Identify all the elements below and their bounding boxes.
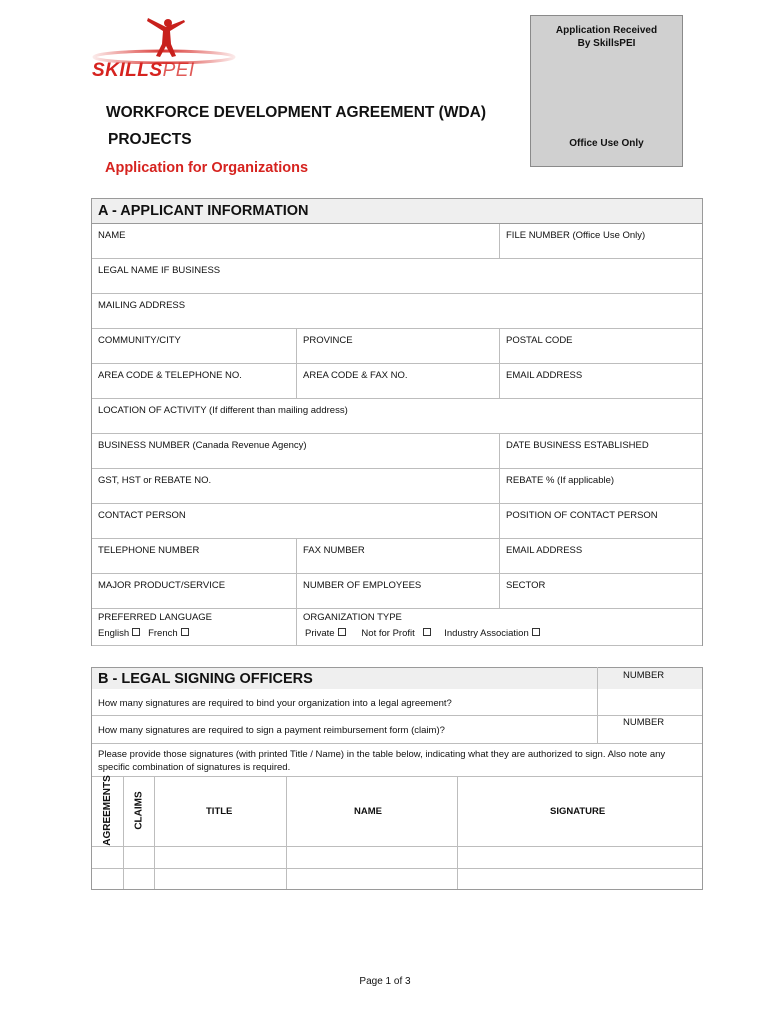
legal-name-field[interactable] — [92, 259, 702, 293]
province-field[interactable] — [296, 329, 499, 363]
signature-table-header — [92, 777, 702, 847]
rebate-label: REBATE % (If applicable) — [506, 475, 615, 486]
gst-field[interactable] — [92, 469, 499, 503]
section-a-heading: A - APPLICANT INFORMATION — [98, 203, 309, 219]
row-community — [92, 329, 702, 364]
claims-cell[interactable] — [123, 869, 154, 889]
mailing-address-field[interactable] — [92, 294, 702, 328]
organization-type-field — [296, 609, 702, 645]
application-received-label: Application Received By SkillsPEI — [555, 25, 658, 49]
industry-checkbox[interactable] — [532, 628, 540, 636]
legal-name-label: LEGAL NAME IF BUSINESS — [98, 265, 221, 276]
fax-label: FAX NUMBER — [303, 545, 365, 556]
signature-row — [92, 847, 702, 869]
title-header-label: TITLE — [206, 806, 233, 817]
area-tel-label: AREA CODE & TELEPHONE NO. — [98, 370, 242, 381]
claim-number-field[interactable] — [597, 716, 702, 743]
bind-number-field[interactable] — [597, 667, 702, 715]
signature-header-label: SIGNATURE — [550, 806, 606, 817]
skillspei-figure-icon — [88, 14, 250, 64]
name-column-header — [286, 777, 457, 846]
claims-column-header — [123, 777, 154, 846]
name-label: NAME — [98, 230, 126, 241]
english-checkbox[interactable] — [132, 628, 140, 636]
signature-instructions: Please provide those signatures (with printed Title / Name) in the table below, indicating what they are authorized to sign. Also note any specific combination of signatures is required. — [98, 749, 666, 773]
row-mailing-address — [92, 294, 702, 329]
language-options — [98, 628, 189, 639]
row-claim-signatures — [92, 716, 702, 744]
row-location — [92, 399, 702, 434]
telephone-field[interactable] — [92, 539, 296, 573]
private-checkbox[interactable] — [338, 628, 346, 636]
date-established-label: DATE BUSINESS ESTABLISHED — [506, 440, 649, 451]
contact-person-field[interactable] — [92, 504, 499, 538]
section-b-legal-signing-officers — [91, 667, 703, 890]
title-cell[interactable] — [154, 847, 286, 868]
province-label: PROVINCE — [303, 335, 353, 346]
major-product-label: MAJOR PRODUCT/SERVICE — [98, 580, 226, 591]
org-type-options — [305, 628, 540, 639]
french-label: French — [148, 628, 178, 639]
row-contact — [92, 504, 702, 539]
contact-person-label: CONTACT PERSON — [98, 510, 186, 521]
logo-brand-main: SKILLS — [92, 60, 163, 81]
location-of-activity-field[interactable] — [92, 399, 702, 433]
signature-cell[interactable] — [457, 869, 702, 889]
fax-no-field[interactable] — [296, 364, 499, 398]
email2-label: EMAIL ADDRESS — [506, 545, 583, 556]
logo-brand-sub: PEI — [162, 60, 195, 81]
agreements-header-label: AGREEMENTS — [102, 775, 113, 846]
row-product — [92, 574, 702, 609]
employees-label: NUMBER OF EMPLOYEES — [303, 580, 422, 591]
row-instructions — [92, 744, 702, 777]
claims-cell[interactable] — [123, 847, 154, 868]
mailing-address-label: MAILING ADDRESS — [98, 300, 186, 311]
employees-field[interactable] — [296, 574, 499, 608]
agreements-cell[interactable] — [92, 869, 123, 889]
community-field[interactable] — [92, 329, 296, 363]
name-cell[interactable] — [286, 869, 457, 889]
form-subtitle: PROJECTS — [108, 131, 192, 148]
postal-code-label: POSTAL CODE — [506, 335, 573, 346]
row-legal-name — [92, 259, 702, 294]
position-label: POSITION OF CONTACT PERSON — [506, 510, 658, 521]
signature-column-header — [457, 777, 702, 846]
major-product-field[interactable] — [92, 574, 296, 608]
office-use-box — [530, 15, 683, 167]
claim-number-label: NUMBER — [623, 717, 665, 728]
row-language-org-type — [92, 609, 702, 646]
row-gst — [92, 469, 702, 504]
location-label: LOCATION OF ACTIVITY (If different than mailing address) — [98, 405, 348, 416]
row-telephone — [92, 539, 702, 574]
bind-number-label: NUMBER — [623, 670, 665, 681]
section-a-header — [92, 198, 702, 224]
org-type-label: ORGANIZATION TYPE — [303, 612, 402, 623]
claim-signatures-question: How many signatures are required to sign a payment reimbursement form (claim)? — [98, 725, 445, 736]
telephone-no-field[interactable] — [92, 364, 296, 398]
french-checkbox[interactable] — [181, 628, 189, 636]
fax-field[interactable] — [296, 539, 499, 573]
form-title: WORKFORCE DEVELOPMENT AGREEMENT (WDA) — [106, 104, 487, 121]
agreements-column-header — [92, 777, 123, 846]
business-number-field[interactable] — [92, 434, 499, 468]
date-established-field[interactable] — [499, 434, 702, 468]
title-cell[interactable] — [154, 869, 286, 889]
gst-label: GST, HST or REBATE NO. — [98, 475, 212, 486]
skillspei-logo — [88, 14, 250, 80]
name-header-label: NAME — [354, 806, 382, 817]
english-label: English — [98, 628, 130, 639]
agreements-cell[interactable] — [92, 847, 123, 868]
title-column-header — [154, 777, 286, 846]
nonprofit-label: Not for Profit — [361, 628, 415, 639]
telephone-label: TELEPHONE NUMBER — [98, 545, 200, 556]
community-label: COMMUNITY/CITY — [98, 335, 181, 346]
file-number-label: FILE NUMBER (Office Use Only) — [506, 230, 646, 241]
name-cell[interactable] — [286, 847, 457, 868]
preferred-language-field — [92, 609, 296, 645]
file-number-field[interactable] — [499, 224, 702, 258]
postal-code-field[interactable] — [499, 329, 702, 363]
name-field[interactable] — [92, 224, 499, 258]
email-address-field[interactable] — [499, 364, 702, 398]
sector-field[interactable] — [499, 574, 702, 608]
bind-signatures-question: How many signatures are required to bind your organization into a legal agreement? — [98, 698, 452, 709]
row-business-number — [92, 434, 702, 469]
claims-header-label: CLAIMS — [133, 791, 145, 830]
rebate-field[interactable] — [499, 469, 702, 503]
office-use-label: Office Use Only — [569, 138, 644, 149]
signature-cell[interactable] — [457, 847, 702, 868]
position-field[interactable] — [499, 504, 702, 538]
row-name — [92, 224, 702, 259]
page-number: Page 1 of 3 — [359, 976, 411, 987]
industry-label: Industry Association — [444, 628, 529, 639]
nonprofit-checkbox[interactable] — [423, 628, 431, 636]
preferred-language-label: PREFERRED LANGUAGE — [98, 612, 213, 623]
business-number-label: BUSINESS NUMBER (Canada Revenue Agency) — [98, 440, 307, 451]
section-b-heading: B - LEGAL SIGNING OFFICERS — [98, 671, 313, 687]
area-fax-label: AREA CODE & FAX NO. — [303, 370, 408, 381]
sector-label: SECTOR — [506, 580, 546, 591]
private-label: Private — [305, 628, 335, 639]
row-area-codes — [92, 364, 702, 399]
email-field[interactable] — [499, 539, 702, 573]
section-a-applicant-information — [91, 198, 703, 646]
email-label: EMAIL ADDRESS — [506, 370, 583, 381]
signature-row — [92, 869, 702, 890]
application-type-title: Application for Organizations — [105, 160, 309, 176]
